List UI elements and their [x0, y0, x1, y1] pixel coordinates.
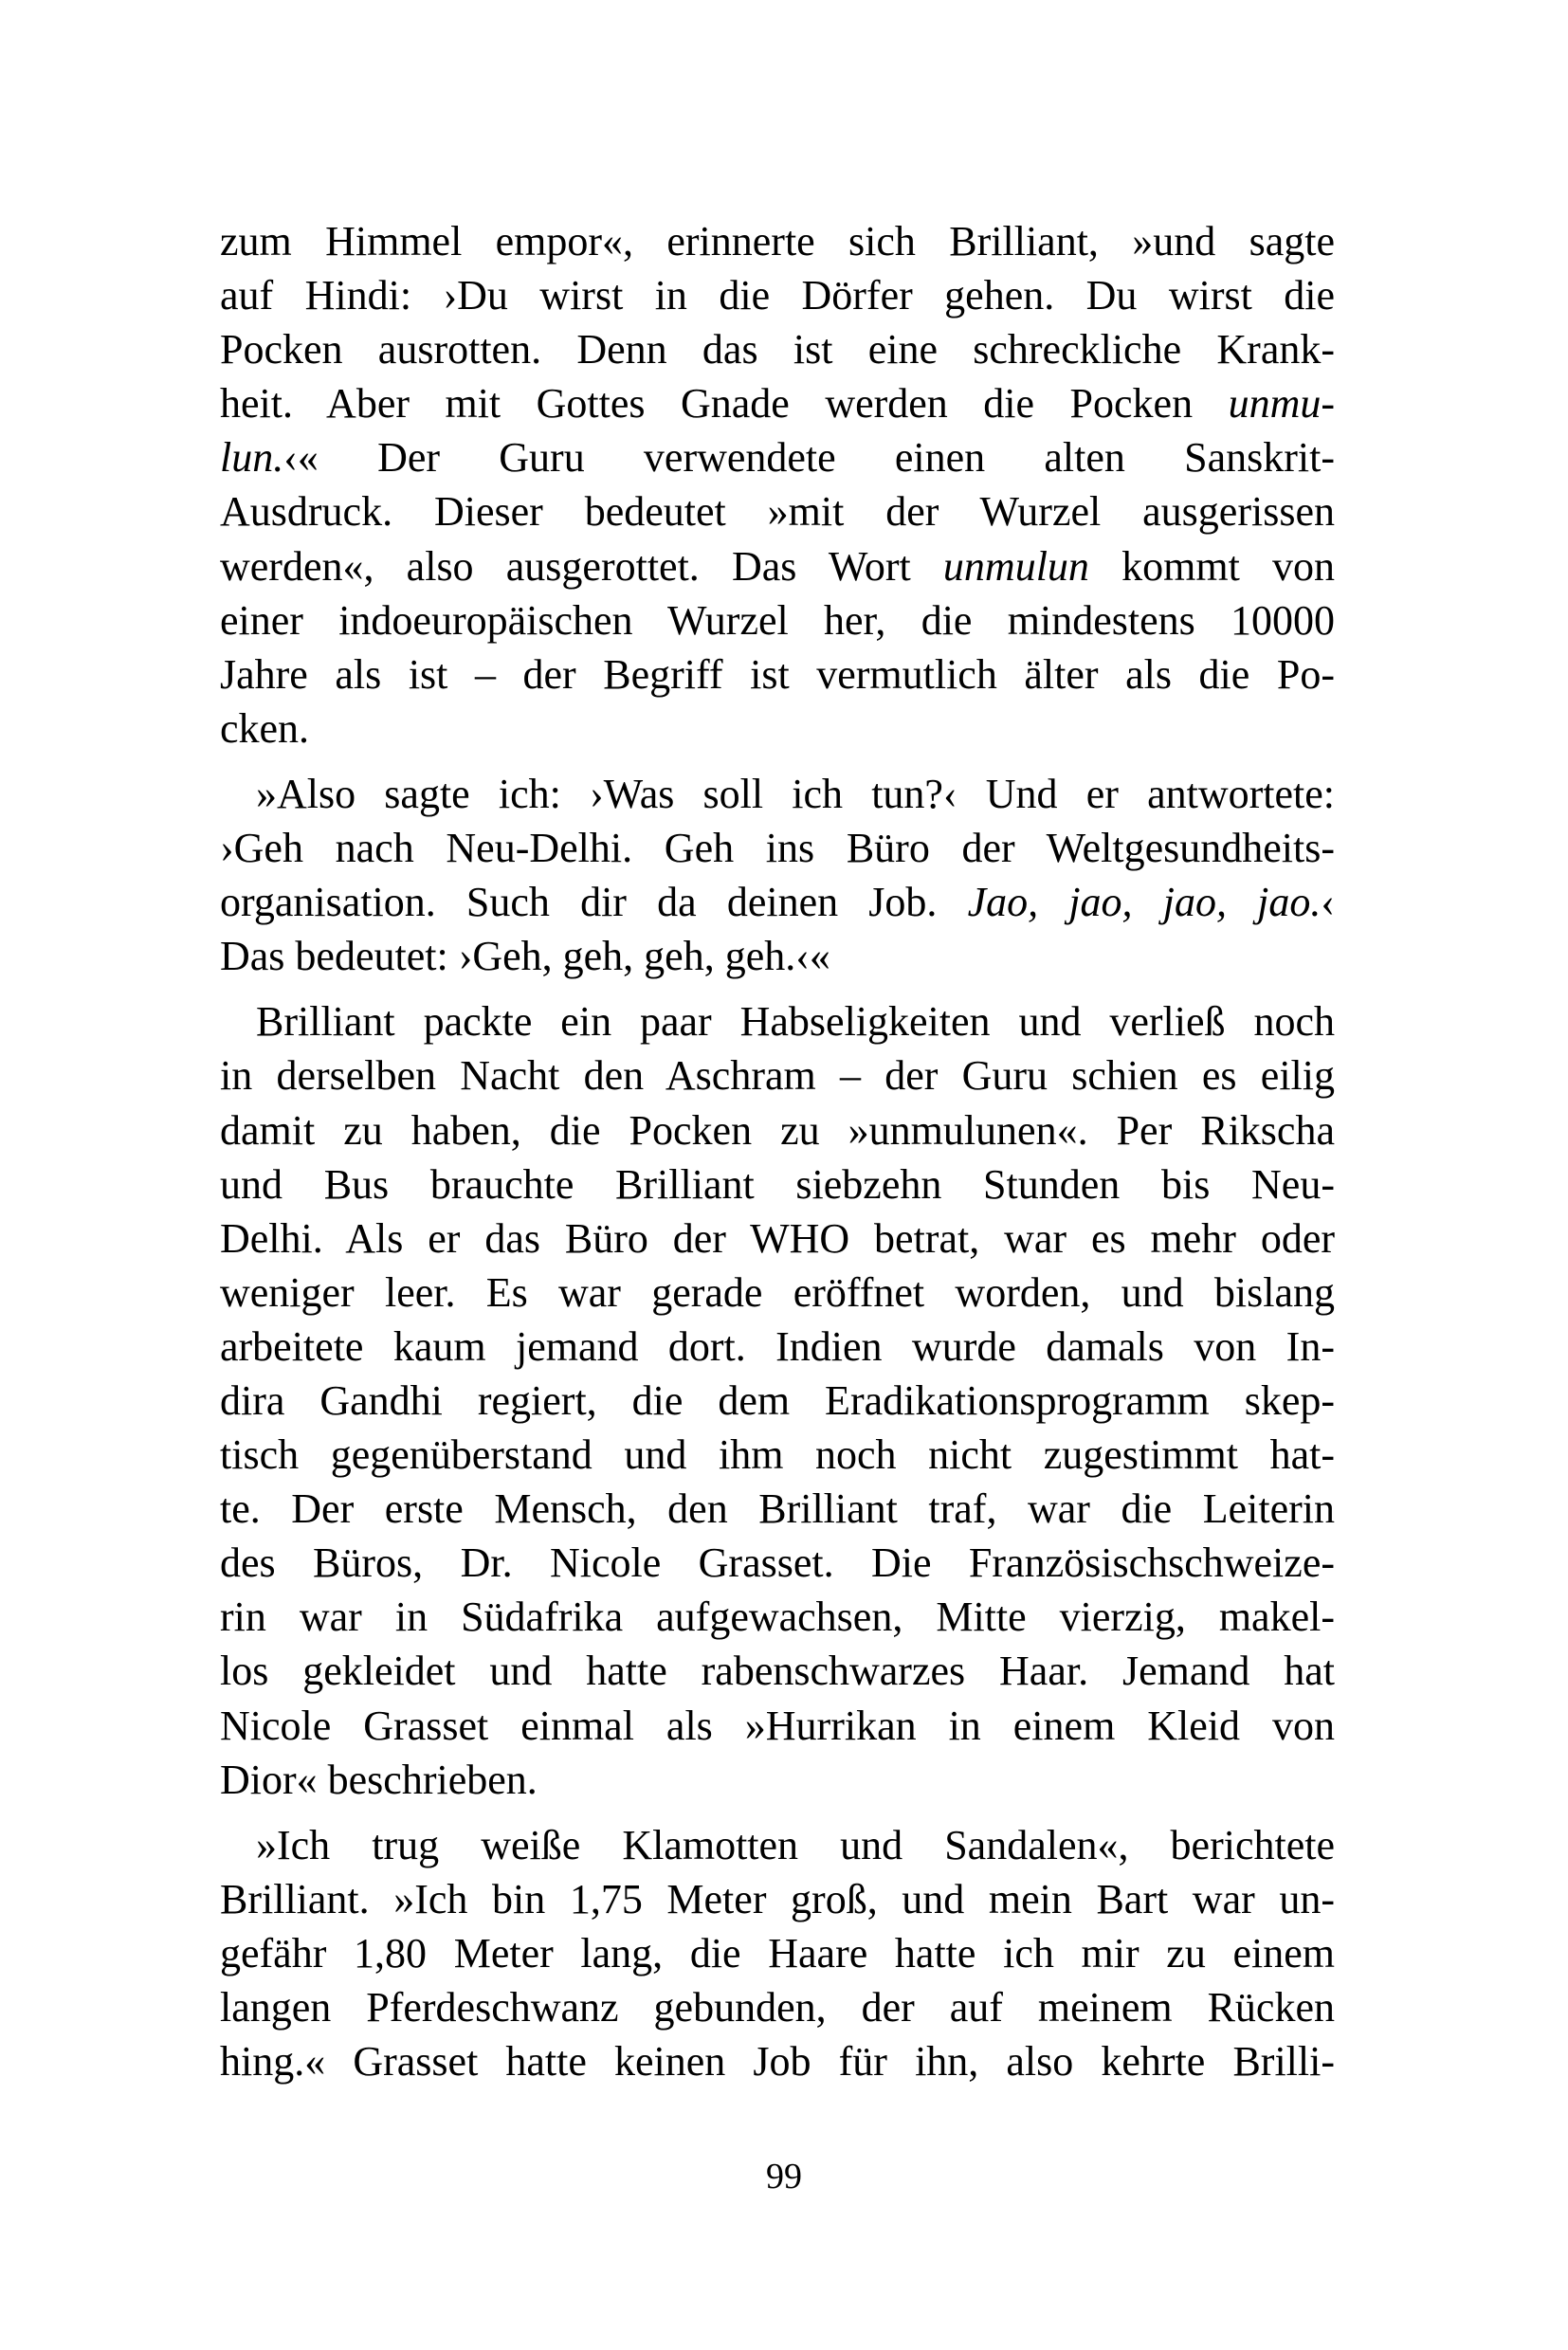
- text-line: tisch gegenüberstand und ihm noch nicht zugestimmt hat-: [220, 1431, 1335, 1479]
- paragraph-2: [220, 767, 1335, 983]
- text-line: rin war in Südafrika aufgewachsen, Mitte vierzig, makel-: [220, 1594, 1335, 1641]
- text-line: cken.: [220, 704, 310, 752]
- text-line: damit zu haben, die Pocken zu »unmulunen«. Per Rikscha: [220, 1106, 1335, 1154]
- text-line: te. Der erste Mensch, den Brilliant traf, war die Leiterin: [220, 1485, 1335, 1533]
- text-line: langen Pferdeschwanz gebunden, der auf meinem Rücken: [220, 1984, 1335, 2031]
- text-line: ›Geh nach Neu-Delhi. Geh ins Büro der Weltgesundheits-: [220, 825, 1335, 872]
- paragraph-1: [220, 214, 1335, 756]
- text-line: Nicole Grasset einmal als »Hurrikan in einem Kleid von: [220, 1702, 1335, 1749]
- text-line: Das bedeutet: ›Geh, geh, geh, geh.‹«: [220, 933, 830, 980]
- page-number: 99: [766, 2157, 802, 2196]
- text-line: und Bus brauchte Brilliant siebzehn Stunden bis Neu-: [220, 1160, 1335, 1208]
- text-line: organisation. Such dir da deinen Job. Jao, jao, jao, jao.‹: [220, 879, 1336, 926]
- text-line: auf Hindi: ›Du wirst in die Dörfer gehen. Du wirst die: [220, 272, 1335, 319]
- italic-term: unmulun: [942, 542, 1089, 590]
- text-line: Brilliant. »Ich bin 1,75 Meter groß, und mein Bart war un-: [220, 1875, 1335, 1922]
- text-line: los gekleidet und hatte rabenschwarzes Haar. Jemand hat: [220, 1648, 1335, 1695]
- text-line: zum Himmel empor«, erinnerte sich Brilliant, »und sagte: [220, 218, 1335, 264]
- text-line: hing.« Grasset hatte keinen Job für ihn, also kehrte Brilli-: [220, 2038, 1335, 2086]
- paragraph-4: [220, 1818, 1335, 2088]
- paragraph-3: [220, 994, 1335, 1806]
- text-line: »Ich trug weiße Klamotten und Sandalen«, berichtete: [256, 1821, 1335, 1868]
- text-line: werden«, also ausgerottet. Das Wort unmulun kommt von: [220, 542, 1335, 590]
- text-line: dira Gandhi regiert, die dem Eradikationsprogramm skep-: [220, 1376, 1335, 1424]
- book-page: [220, 214, 1335, 2088]
- italic-term: lun.: [220, 434, 284, 482]
- italic-term: Jao, jao, jao, jao.: [967, 879, 1322, 926]
- text-line: gefähr 1,80 Meter lang, die Haare hatte ich mir zu einem: [220, 1929, 1335, 1977]
- text-line: Dior« beschrieben.: [220, 1756, 538, 1803]
- text-line: Ausdruck. Dieser bedeutet »mit der Wurzel ausgerissen: [220, 488, 1335, 536]
- text-line: arbeitete kaum jemand dort. Indien wurde damals von In-: [220, 1322, 1335, 1370]
- text-line: »Also sagte ich: ›Was soll ich tun?‹ Und er antwortete:: [256, 770, 1335, 817]
- text-line: Jahre als ist – der Begriff ist vermutlich älter als die Po-: [220, 650, 1335, 698]
- text-line: Delhi. Als er das Büro der WHO betrat, war es mehr oder: [220, 1214, 1335, 1262]
- text-line: weniger leer. Es war gerade eröffnet worden, und bislang: [220, 1268, 1335, 1316]
- text-line: einer indoeuropäischen Wurzel her, die mindestens 10000: [220, 596, 1335, 644]
- text-line: Pocken ausrotten. Denn das ist eine schreckliche Krank-: [220, 326, 1335, 373]
- text-line: in derselben Nacht den Aschram – der Guru schien es eilig: [220, 1052, 1335, 1100]
- text-line: des Büros, Dr. Nicole Grasset. Die Französischschweize-: [220, 1539, 1335, 1587]
- italic-term: unmu-: [1228, 380, 1335, 428]
- text-line: heit. Aber mit Gottes Gnade werden die Pocken unmu-: [220, 380, 1335, 428]
- text-line: Brilliant packte ein paar Habseligkeiten und verließ noch: [256, 998, 1335, 1046]
- text-line: lun.‹« Der Guru verwendete einen alten Sanskrit-: [220, 434, 1335, 482]
